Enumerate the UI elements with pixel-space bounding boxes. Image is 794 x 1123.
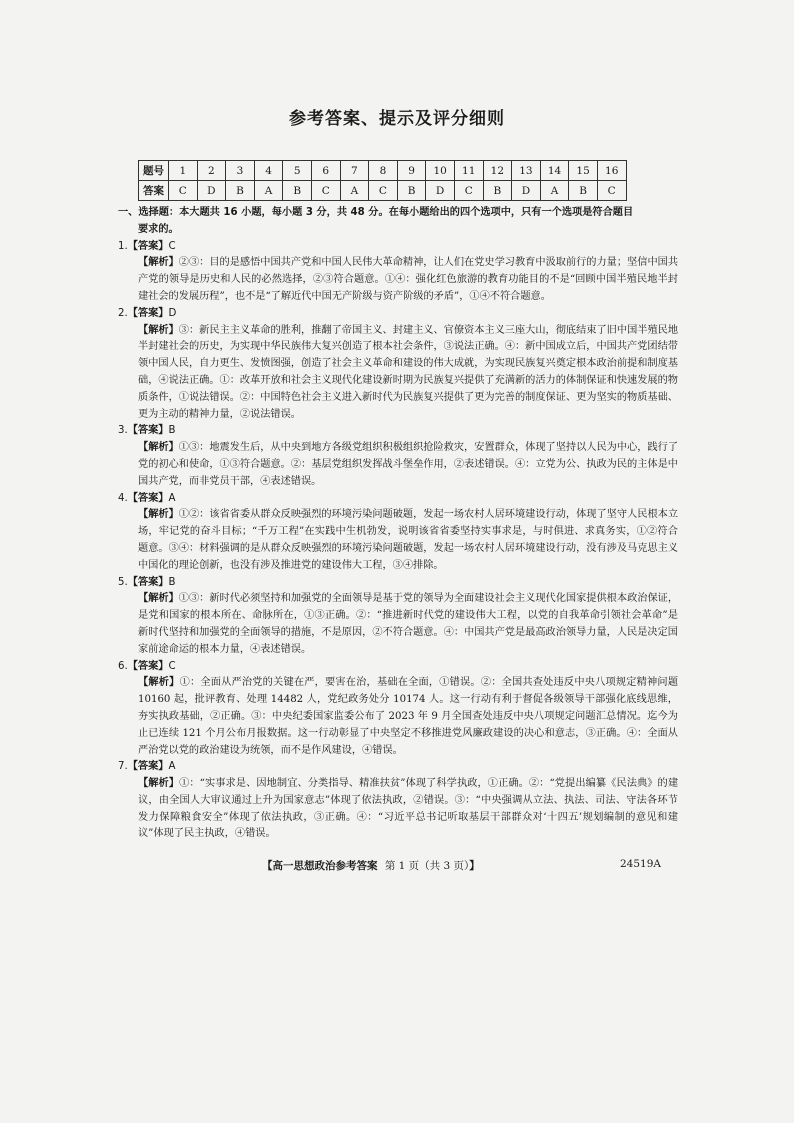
question-number-cell: 16: [597, 161, 626, 181]
question-explanation: [118, 591, 678, 658]
explain-label: 【解析】: [138, 677, 180, 689]
answer-cell: B: [397, 181, 426, 201]
question-item: [118, 423, 678, 490]
question-answer: A: [168, 492, 176, 504]
question-number-cell: 8: [369, 161, 398, 181]
question-answer-line: [118, 423, 678, 440]
explanation-text: ③：新民主主义革命的胜利，推翻了帝国主义、封建主义、官僚资本主义三座大山，彻底结束了旧中国半殖民地半封建社会的历史，为实现中华民族伟大复兴创造了根本社会条件，③说法正确。④：新中国成立后，中国共产党团结带领中国人民，自力更生、发愤图强，创造了社会主义革命和建设的伟大成就，为实现民族复兴奠定根本政治前提和制度基础，④说法正确。①：改革开放和社会主义现代化建设新时期为民族复兴提供了充满新的活力的体制保证和快速发展的物质条件，①说法错误。②：中国特色社会主义进入新时代为民族复兴提供了更为完善的制度保证、更为坚实的物质基础、更为主动的精神力量，②说法错误。: [138, 324, 679, 420]
question-number: 6.: [118, 660, 128, 672]
explain-label: 【解析】: [138, 257, 179, 269]
footer-close: 】: [469, 860, 480, 872]
row-header-number: 题号: [139, 161, 169, 181]
question-number-cell: 10: [426, 161, 455, 181]
footer-doc-name: 【高一思想政治参考答案: [262, 860, 378, 872]
question-item: [118, 491, 678, 575]
answer-label: 【答案】: [127, 240, 169, 252]
answer-cell: B: [483, 181, 512, 201]
explain-label: 【解析】: [138, 509, 179, 521]
explanation-text: ①②：该省省委从群众反映强烈的环境污染问题破题，发起一场农村人居环境建设行动，体现了坚守人民根本立场，牢记党的奋斗目标；“千万工程”在实践中生机勃发，说明该省省委坚持实事求是，与时俱进、求真务实，①②符合题意。③④：材料强调的是从群众反映强烈的环境污染问题破题，发起一场农村人居环境建设行动，没有涉及马克思主义中国化的理论创新，也没有涉及推进党的建设伟大工程，③④排除。: [138, 509, 679, 571]
question-number-cell: 6: [311, 161, 340, 181]
answer-label: 【答案】: [127, 425, 169, 437]
question-answer-line: [118, 306, 678, 323]
question-answer: D: [168, 307, 177, 319]
row-header-answer: 答案: [139, 181, 169, 201]
answer-cell: D: [512, 181, 541, 201]
question-number-cell: 5: [283, 161, 312, 181]
question-answer-line: [118, 575, 678, 592]
answer-label: 【答案】: [127, 307, 169, 319]
page-title: 参考答案、提示及评分细则: [289, 109, 505, 129]
question-explanation: [118, 255, 678, 305]
answer-cell: B: [569, 181, 598, 201]
question-number: 2.: [118, 307, 128, 319]
answer-cell: C: [169, 181, 198, 201]
question-number-cell: 12: [483, 161, 512, 181]
answer-cell: B: [226, 181, 255, 201]
question-number: 5.: [118, 576, 128, 588]
question-number: 1.: [118, 240, 128, 252]
explanation-text: ①③：新时代必须坚持和加强党的全面领导是基于党的领导为全面建设社会主义现代化国家提供根本政治保证，是党和国家的根本所在、命脉所在，①③正确。②：“推进新时代党的建设伟大工程，以党的自我革命引领社会革命”是新时代坚持和加强党的全面领导的措施，不是原因，②不符合题意。④：中国共产党是最高政治领导力量，人民是决定国家前途命运的根本力量，④表述错误。: [138, 593, 679, 655]
answer-row: [139, 181, 627, 201]
question-explanation: [118, 323, 678, 424]
explanation-text: ①：“实事求是、因地制宜、分类指导、精准扶贫”体现了科学执政，①正确。②：“党提出编纂《民法典》的建议，由全国人大审议通过上升为国家意志”体现了依法执政，②错误。③：“中央强调从立法、执法、司法、守法各环节发力保障粮食安全”体现了依法执政，③正确。④：“习近平总书记听取基层干部群众对‘十四五’规划编制的意见和建议”体现了民主执政，④错误。: [138, 778, 679, 840]
question-explanation: [118, 776, 678, 843]
question-item: [118, 759, 678, 843]
question-number-cell: 14: [540, 161, 569, 181]
answer-cell: A: [254, 181, 283, 201]
section-intro-line1: 一、选择题：本大题共 16 小题，每小题 3 分，共 48 分。在每小题给出的四个选项中，只有一个选项是符合题目: [118, 207, 634, 218]
footer-page-info: 第 1 页（共 3 页）: [384, 860, 470, 872]
question-number-cell: 7: [340, 161, 369, 181]
question-number: 3.: [118, 425, 128, 437]
explanation-text: ①：全面从严治党的关键在严，要害在治，基础在全面，①错误。②：全国共查处违反中央八项规定精神问题 10160 起，批评教育、处理 14482 人，党纪政务处分 10174 人。这一行动有利于督促各级领导干部强化底线思维，夯实执政基础，②正确。③：中央纪委国家监委公布了 2023 年 9 月全国查处违反中央八项规定问题汇总情况。迄今为止已连续 121 个月公布月报数据。这一行动彰显了中央坚定不移推进党风廉政建设的决心和意志，③正确。④：全面从严治党以党的政治建设为统领，而不是作风建设，④错误。: [138, 677, 679, 756]
question-number: 7.: [118, 761, 128, 773]
question-number-row: [139, 161, 627, 181]
footer-title: [262, 858, 480, 873]
answer-cell: A: [340, 181, 369, 201]
answer-label: 【答案】: [127, 761, 169, 773]
question-answer-line: [118, 239, 678, 256]
answer-cell: D: [197, 181, 226, 201]
question-item: [118, 575, 678, 659]
explanation-text: ①③：地震发生后，从中央到地方各级党组织积极组织抢险救灾，安置群众，体现了坚持以人民为中心，践行了党的初心和使命，①③符合题意。②：基层党组织发挥战斗堡垒作用，②表述错误。④：立党为公、执政为民的主体是中国共产党，而非党员干部，④表述错误。: [138, 442, 679, 487]
question-answer: A: [168, 761, 176, 773]
question-answer-line: [118, 659, 678, 676]
answer-cell: A: [540, 181, 569, 201]
question-list: [118, 239, 678, 844]
question-answer: B: [168, 425, 176, 437]
question-number-cell: 2: [197, 161, 226, 181]
question-item: [118, 659, 678, 760]
section-intro: [118, 205, 678, 239]
question-number-cell: 3: [226, 161, 255, 181]
answer-cell: C: [369, 181, 398, 201]
question-answer: C: [168, 660, 176, 672]
explanation-text: ②③：目的是感悟中国共产党和中国人民伟大革命精神，让人们在党史学习教育中汲取前行的力量；坚信中国共产党的领导是历史和人民的必然选择，②③符合题意。①④：强化红色旅游的教育功能目的不是“回顾中国半殖民地半封建社会的发展历程”，也不是“了解近代中国无产阶级与资产阶级的矛盾”，①④不符合题意。: [138, 257, 679, 302]
explain-label: 【解析】: [138, 593, 179, 605]
question-number-cell: 9: [397, 161, 426, 181]
answer-table: [138, 160, 627, 201]
question-number-cell: 13: [512, 161, 541, 181]
footer-code: 24519A: [620, 858, 661, 870]
section-intro-line2: 要求的。: [138, 223, 179, 235]
question-explanation: [118, 507, 678, 574]
question-number: 4.: [118, 492, 128, 504]
question-number-cell: 4: [254, 161, 283, 181]
answer-label: 【答案】: [127, 492, 169, 504]
explain-label: 【解析】: [138, 324, 179, 336]
question-answer-line: [118, 491, 678, 508]
answer-content: [118, 205, 678, 843]
answer-cell: C: [597, 181, 626, 201]
answer-cell: D: [426, 181, 455, 201]
question-item: [118, 239, 678, 306]
question-answer: B: [168, 576, 176, 588]
answer-cell: C: [311, 181, 340, 201]
question-number-cell: 11: [454, 161, 483, 181]
explain-label: 【解析】: [138, 442, 179, 454]
explain-label: 【解析】: [138, 778, 180, 790]
question-answer: C: [168, 240, 176, 252]
answer-label: 【答案】: [127, 660, 169, 672]
question-item: [118, 306, 678, 424]
answer-cell: C: [454, 181, 483, 201]
answer-cell: B: [283, 181, 312, 201]
question-explanation: [118, 440, 678, 490]
question-answer-line: [118, 759, 678, 776]
question-number-cell: 1: [169, 161, 198, 181]
answer-label: 【答案】: [127, 576, 169, 588]
question-explanation: [118, 675, 678, 759]
question-number-cell: 15: [569, 161, 598, 181]
